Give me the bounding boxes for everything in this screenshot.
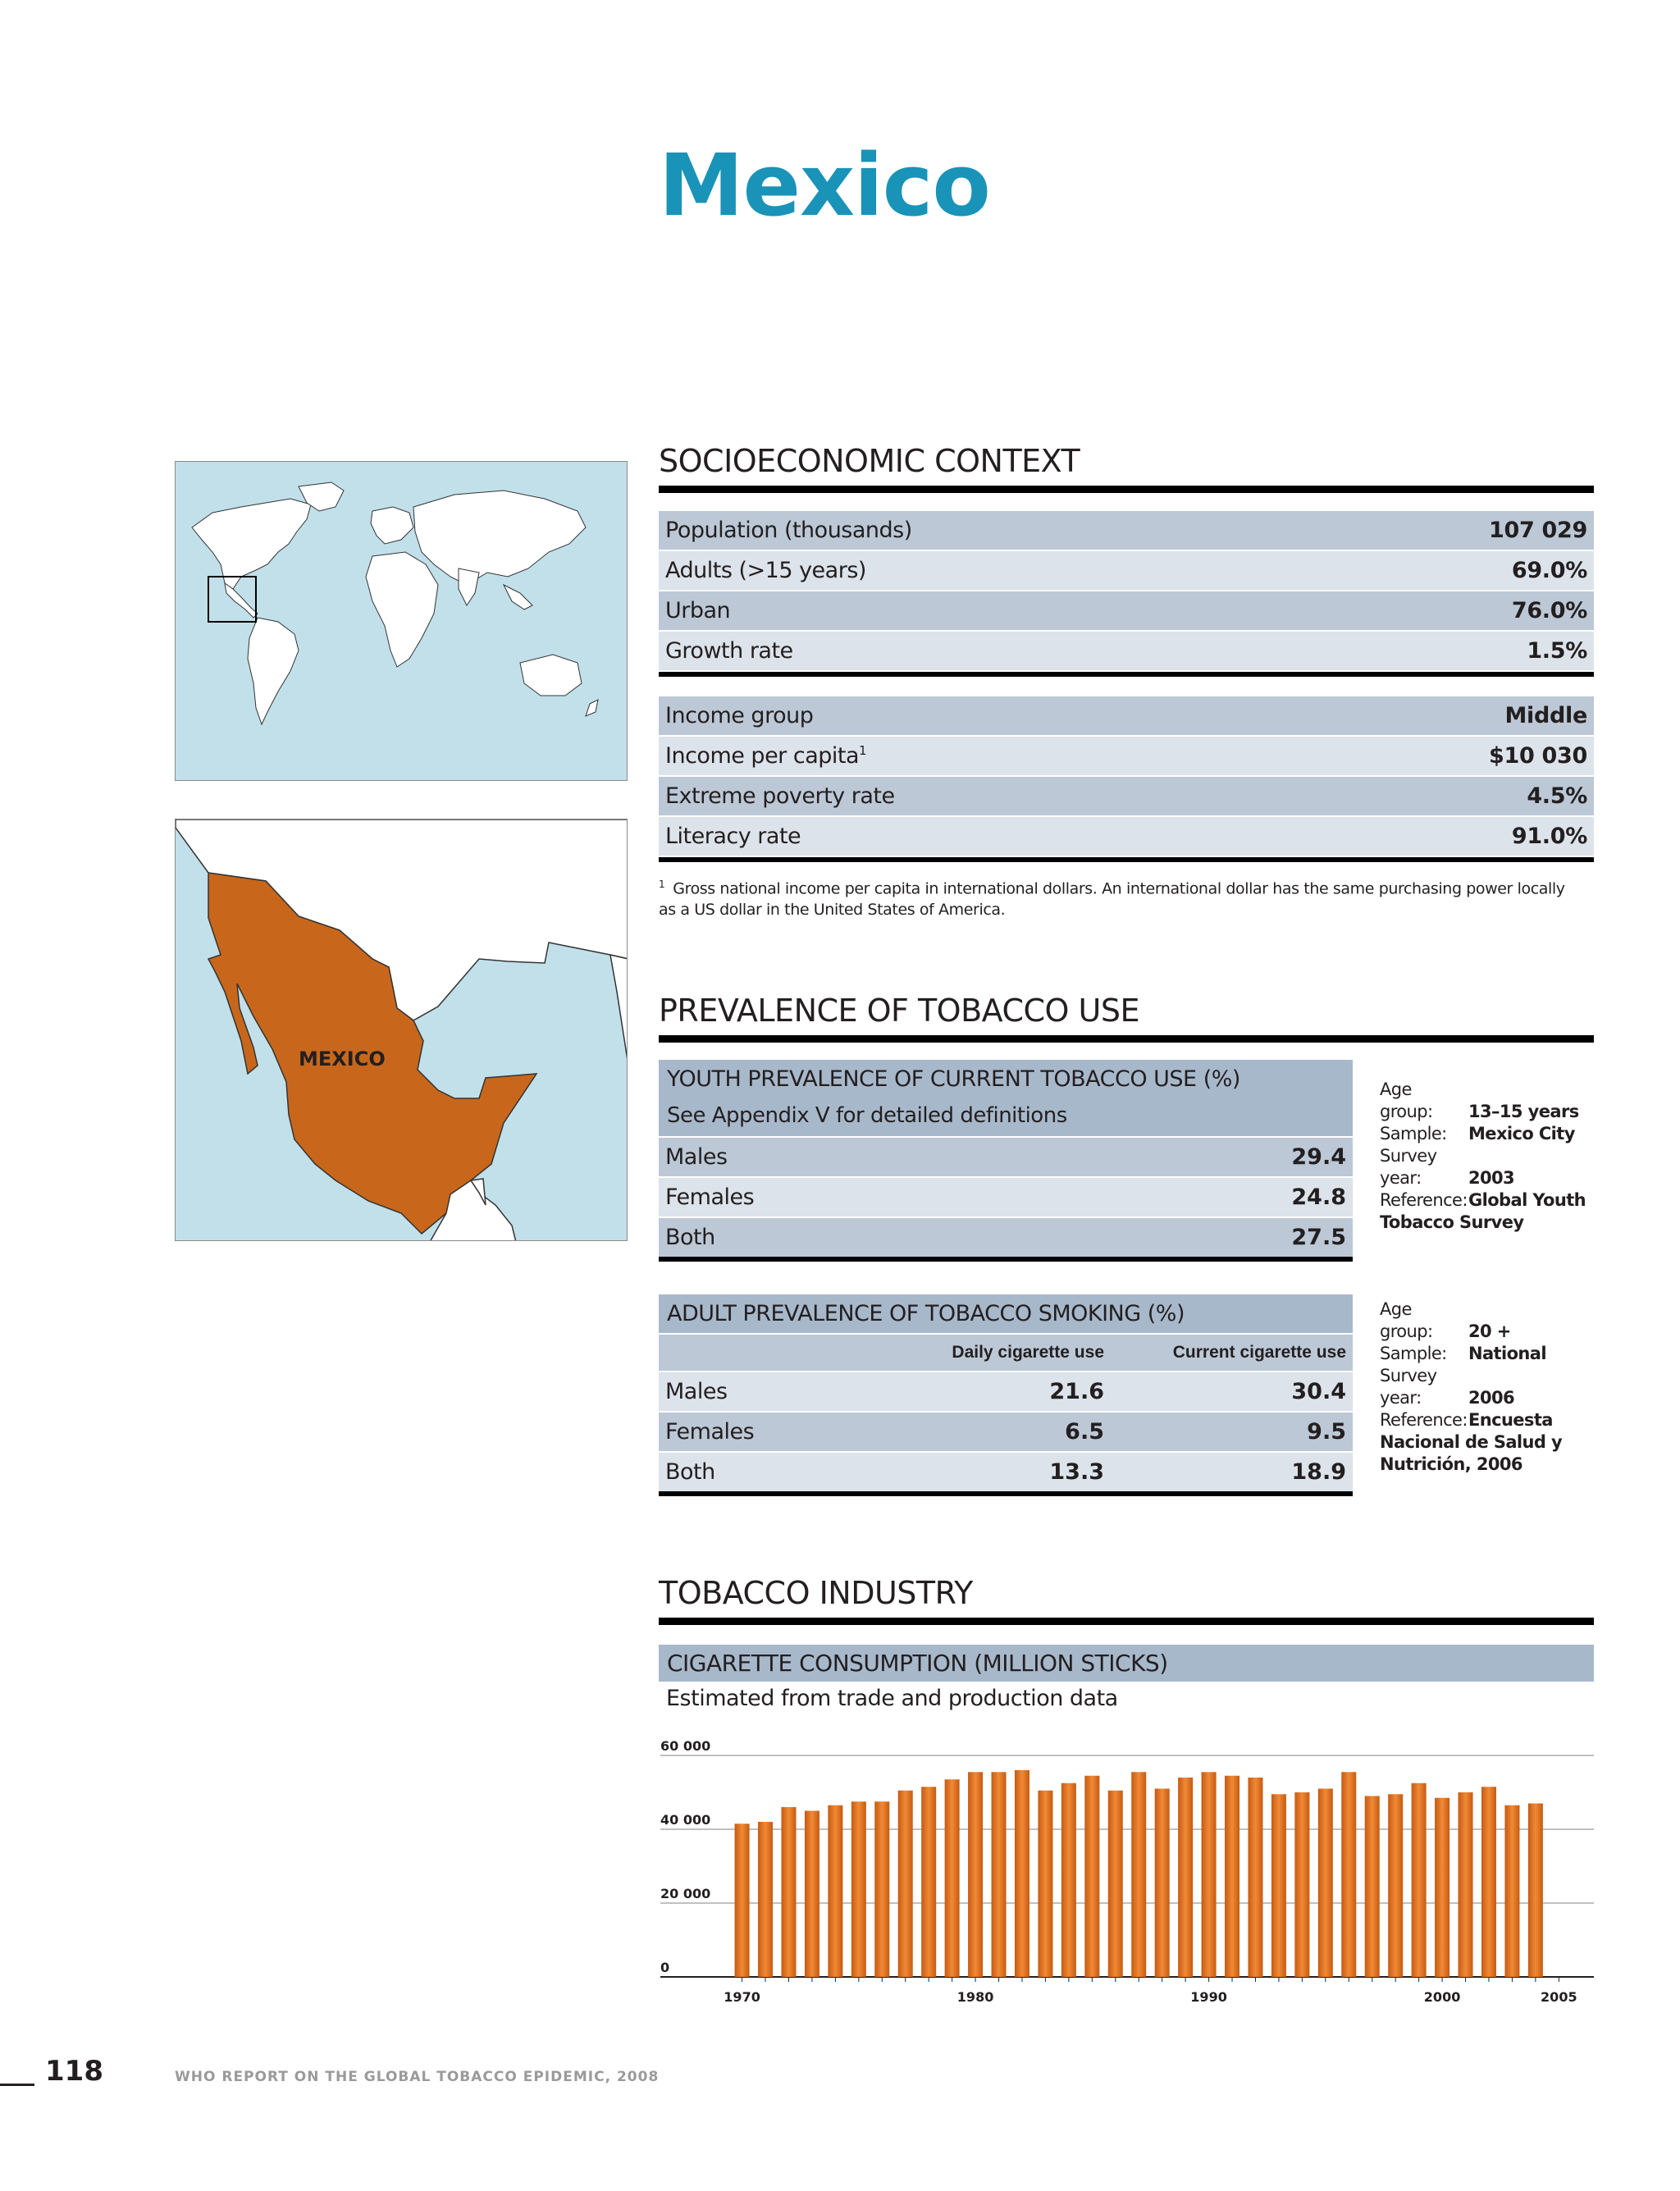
- row-label: Males: [665, 1379, 728, 1404]
- x-tick-label: 1970: [724, 1989, 760, 2005]
- table-row: [659, 1216, 1353, 1257]
- row-label: Extreme poverty rate: [665, 783, 895, 809]
- table-row: [659, 1451, 1353, 1491]
- page-title: Mexico: [659, 135, 990, 235]
- bar: [1271, 1794, 1286, 1977]
- bar: [1388, 1794, 1403, 1977]
- bar: [758, 1822, 773, 1977]
- x-tick-label: 1980: [956, 1989, 994, 2005]
- footnote-marker: 1: [659, 879, 665, 890]
- row-value-daily: 21.6: [1049, 1379, 1104, 1404]
- bar: [1038, 1791, 1052, 1977]
- row-label: Males: [665, 1144, 728, 1170]
- row-value-current: 9.5: [1307, 1419, 1346, 1445]
- mexico-map-graphic: [176, 819, 628, 1241]
- row-value: 107 029: [1488, 518, 1587, 543]
- row-label: Both: [665, 1459, 715, 1485]
- bar: [851, 1801, 866, 1977]
- row-label: Females: [665, 1419, 755, 1445]
- row-value-current: 18.9: [1291, 1459, 1346, 1485]
- bar: [735, 1824, 750, 1977]
- bar: [1202, 1772, 1217, 1977]
- world-map-graphic: [176, 462, 628, 781]
- row-value: 91.0%: [1511, 824, 1587, 849]
- row-label: Literacy rate: [665, 824, 801, 849]
- row-label: Growth rate: [665, 638, 793, 664]
- youth-prevalence-table: [659, 1060, 1353, 1262]
- y-tick-label: 20 000: [660, 1886, 711, 1901]
- youth-table-title: YOUTH PREVALENCE OF CURRENT TOBACCO USE (%): [659, 1060, 1353, 1098]
- col-header-daily: Daily cigarette use: [952, 1343, 1104, 1362]
- consumption-chart: [652, 1731, 1596, 2018]
- adult-prevalence-table: [659, 1294, 1353, 1496]
- row-value: 1.5%: [1527, 638, 1587, 664]
- row-label: Income group: [665, 703, 814, 728]
- bar: [1248, 1778, 1262, 1977]
- table-row: [659, 1136, 1353, 1176]
- table-row: [659, 696, 1594, 737]
- bar: [1365, 1796, 1380, 1978]
- mexico-map: [175, 819, 628, 1241]
- row-value: $10 030: [1488, 743, 1587, 769]
- y-tick-label: 40 000: [660, 1812, 711, 1828]
- bar: [874, 1801, 889, 1977]
- bar: [805, 1811, 819, 1978]
- table-row: [659, 1371, 1353, 1411]
- bar: [1481, 1787, 1496, 1977]
- table-row: [659, 511, 1594, 551]
- socio-table-1: [659, 511, 1594, 677]
- table-row: [659, 777, 1594, 817]
- table-row: [659, 817, 1594, 857]
- bar: [1341, 1772, 1356, 1977]
- row-value: 69.0%: [1511, 558, 1587, 583]
- bar: [1225, 1776, 1239, 1977]
- running-title: WHO REPORT ON THE GLOBAL TOBACCO EPIDEMIC, 2008: [175, 2069, 660, 2085]
- table-row: [659, 1176, 1353, 1216]
- bar: [992, 1772, 1007, 1977]
- footnote: [659, 874, 1586, 920]
- bar: [1108, 1791, 1123, 1977]
- bar: [828, 1805, 842, 1977]
- row-value: 29.4: [1291, 1144, 1346, 1170]
- table-row: [659, 591, 1594, 632]
- footnote-text: Gross national income per capita in international dollars. An international dollar has the same purchasing power locally as a US dollar in the United States of America.: [659, 879, 1565, 920]
- y-tick-label: 60 000: [660, 1738, 711, 1754]
- world-map: [175, 461, 628, 781]
- x-tick-label: 2000: [1423, 1989, 1461, 2005]
- y-tick-label: 0: [660, 1960, 670, 1975]
- footnote-ref: 1: [859, 743, 867, 758]
- x-tick-label: 2005: [1541, 1989, 1577, 2005]
- bar: [1061, 1783, 1076, 1977]
- bar: [1178, 1778, 1193, 1977]
- row-label: Population (thousands): [665, 518, 912, 543]
- map-country-label: MEXICO: [299, 1048, 386, 1070]
- row-value: 4.5%: [1527, 783, 1587, 809]
- bar: [1294, 1792, 1309, 1977]
- socio-heading: SOCIOECONOMIC CONTEXT: [659, 443, 1594, 493]
- socio-table-2: [659, 696, 1594, 862]
- bar: [1084, 1776, 1099, 1977]
- bar: [1435, 1798, 1449, 1977]
- adult-table-title: ADULT PREVALENCE OF TOBACCO SMOKING (%): [659, 1294, 1353, 1333]
- x-tick-label: 1990: [1190, 1989, 1227, 2005]
- row-label: Income per capita$^1$: [665, 743, 867, 769]
- industry-heading: TOBACCO INDUSTRY: [659, 1575, 1594, 1625]
- row-value-daily: 6.5: [1065, 1419, 1104, 1445]
- row-value: 24.8: [1291, 1185, 1346, 1210]
- youth-survey-meta: Age group: 13–15 years Sample: Mexico City Survey year: 2003 Reference:Global Youth Tobacco Survey: [1380, 1080, 1586, 1232]
- consumption-chart-svg: [652, 1731, 1596, 2018]
- col-header-current: Current cigarette use: [1172, 1343, 1346, 1362]
- bar: [968, 1772, 983, 1977]
- bar: [898, 1791, 913, 1977]
- adult-table-column-headers: [659, 1333, 1353, 1371]
- table-row: [659, 737, 1594, 777]
- table-row: [659, 551, 1594, 591]
- adult-survey-meta: Age group: 20 + Sample: National Survey year: 2006 Reference:Encuesta Nacional de Salud y Nutrición, 2006: [1380, 1299, 1563, 1474]
- table-row: [659, 1411, 1353, 1451]
- chart-title: CIGARETTE CONSUMPTION (MILLION STICKS): [659, 1645, 1594, 1682]
- row-label: Adults (>15 years): [665, 558, 866, 583]
- bar: [1528, 1804, 1543, 1978]
- youth-table-subtitle: See Appendix V for detailed definitions: [659, 1098, 1353, 1136]
- bar: [1504, 1805, 1519, 1977]
- bar: [1155, 1789, 1170, 1978]
- row-value: 27.5: [1291, 1225, 1346, 1250]
- row-label: Females: [665, 1185, 755, 1210]
- row-label: Urban: [665, 598, 731, 623]
- bar: [1015, 1770, 1029, 1977]
- bar: [1459, 1792, 1473, 1977]
- prevalence-heading: PREVALENCE OF TOBACCO USE: [659, 993, 1594, 1043]
- bar: [1412, 1783, 1427, 1977]
- bar: [1318, 1789, 1333, 1978]
- row-value: Middle: [1504, 703, 1587, 728]
- chart-subtitle: Estimated from trade and production data: [666, 1686, 1118, 1711]
- bar: [1131, 1772, 1146, 1977]
- bar: [921, 1787, 936, 1977]
- bar: [781, 1807, 796, 1977]
- row-value: 76.0%: [1511, 598, 1587, 623]
- row-value-daily: 13.3: [1049, 1459, 1104, 1485]
- table-row: [659, 632, 1594, 672]
- row-value-current: 30.4: [1291, 1379, 1346, 1404]
- bar: [945, 1779, 960, 1977]
- page-number: 118: [45, 2055, 103, 2088]
- row-label: Both: [665, 1225, 715, 1250]
